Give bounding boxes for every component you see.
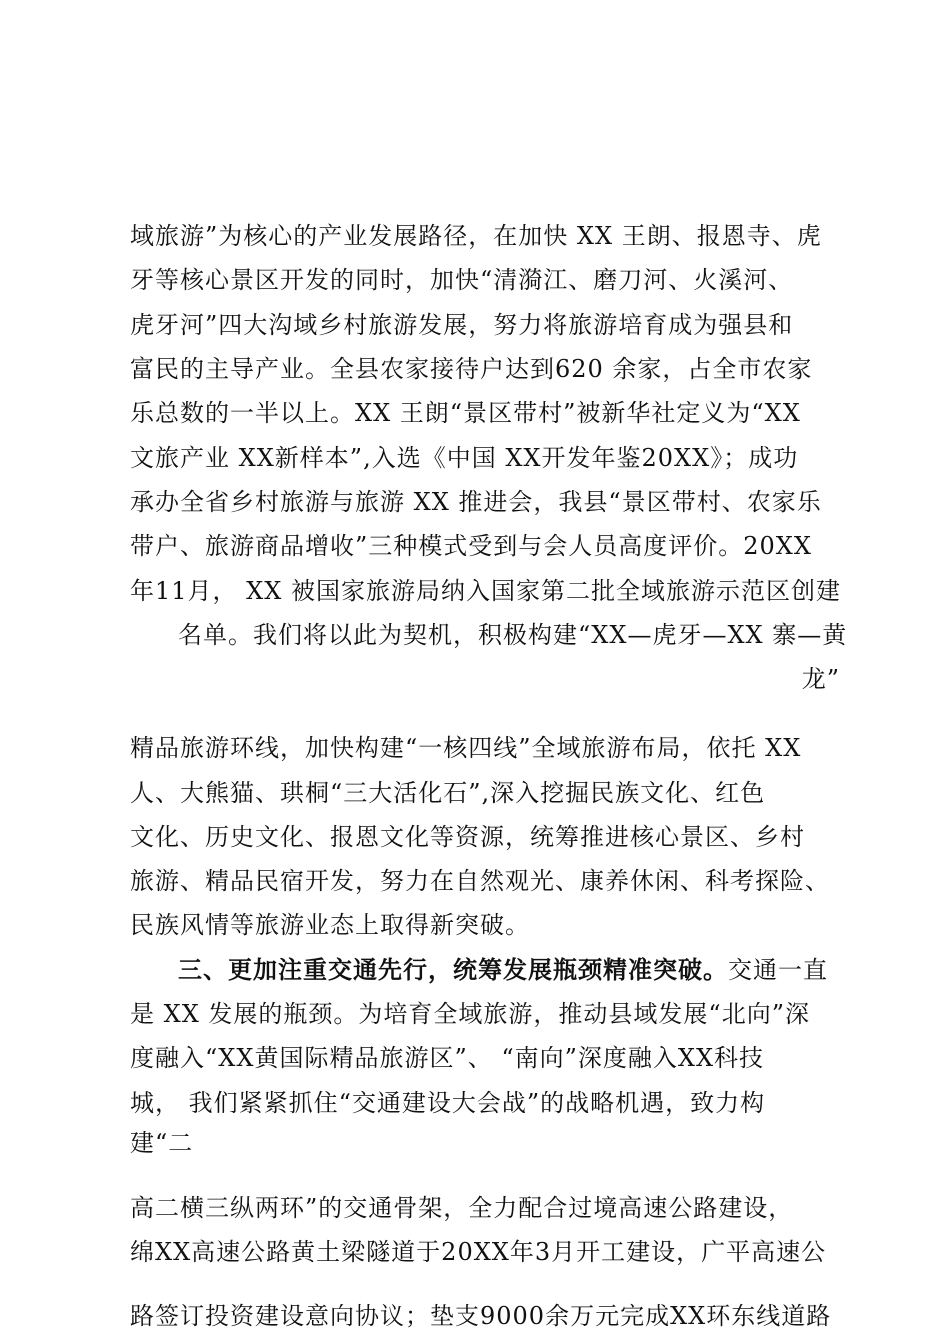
paragraph-line: 年11月， XX 被国家旅游局纳入国家第二批全域旅游示范区创建 — [130, 577, 841, 605]
paragraph-line: 旅游、精品民宿开发，努力在自然观光、康养休闲、科考探险、 — [130, 867, 830, 895]
paragraph-line: 路签订投资建设意向协议；垫支9000余万元完成XX环东线道路 — [130, 1302, 832, 1330]
paragraph-line: 度融入“XX黄国际精品旅游区”、 “南向”深度融入XX科技 — [130, 1044, 765, 1072]
paragraph-line: 文化、历史文化、报恩文化等资源，统筹推进核心景区、乡村 — [130, 823, 805, 851]
paragraph-line: 是 XX 发展的瓶颈。为培育全域旅游，推动县域发展“北向”深 — [130, 1000, 810, 1028]
paragraph-line: 精品旅游环线，加快构建“一核四线”全域旅游布局，依托 XX — [130, 734, 802, 762]
paragraph-line: 乐总数的一半以上。XX 王朗“景区带村”被新华社定义为“XX — [130, 399, 801, 427]
paragraph-line: 名单。我们将以此为契机，积极构建“XX—虎牙—XX 寨—黄 — [178, 621, 848, 649]
paragraph-line: 城， 我们紧紧抓住“交通建设大会战”的战略机遇，致力构 — [130, 1089, 766, 1117]
paragraph-line: 承办全省乡村旅游与旅游 XX 推进会，我县“景区带村、农家乐 — [130, 488, 822, 516]
section-heading: 三、更加注重交通先行，统筹发展瓶颈精准突破。 — [178, 956, 728, 984]
paragraph-line: 虎牙河”四大沟域乡村旅游发展，努力将旅游培育成为强县和 — [130, 311, 794, 339]
paragraph-line: 富民的主导产业。全县农家接待户达到620 余家，占全市农家 — [130, 355, 813, 383]
paragraph-line: 民族风情等旅游业态上取得新突破。 — [130, 911, 530, 939]
paragraph-line: 绵XX高速公路黄土梁隧道于20XX年3月开工建设，广平高速公 — [130, 1238, 827, 1266]
paragraph-line: 高二横三纵两环”的交通骨架，全力配合过境高速公路建设， — [130, 1194, 794, 1222]
paragraph-line: 龙” — [801, 665, 840, 693]
paragraph-line: 文旅产业 XX新样本”,入选《中国 XX开发年鉴20XX》；成功 — [130, 444, 799, 472]
paragraph-text: 交通一直 — [728, 956, 828, 984]
section-heading-line — [178, 955, 898, 985]
paragraph-line: 域旅游”为核心的产业发展路径，在加快 XX 王朗、报恩寺、虎 — [130, 222, 822, 250]
paragraph-line: 带户、旅游商品增收”三种模式受到与会人员高度评价。20XX — [130, 532, 812, 560]
paragraph-line: 建“二 — [130, 1129, 194, 1157]
paragraph-line: 牙等核心景区开发的同时，加快“清漪江、磨刀河、火溪河、 — [130, 266, 794, 294]
paragraph-line: 人、大熊猫、珙桐“三大活化石”,深入挖掘民族文化、红色 — [130, 779, 766, 807]
